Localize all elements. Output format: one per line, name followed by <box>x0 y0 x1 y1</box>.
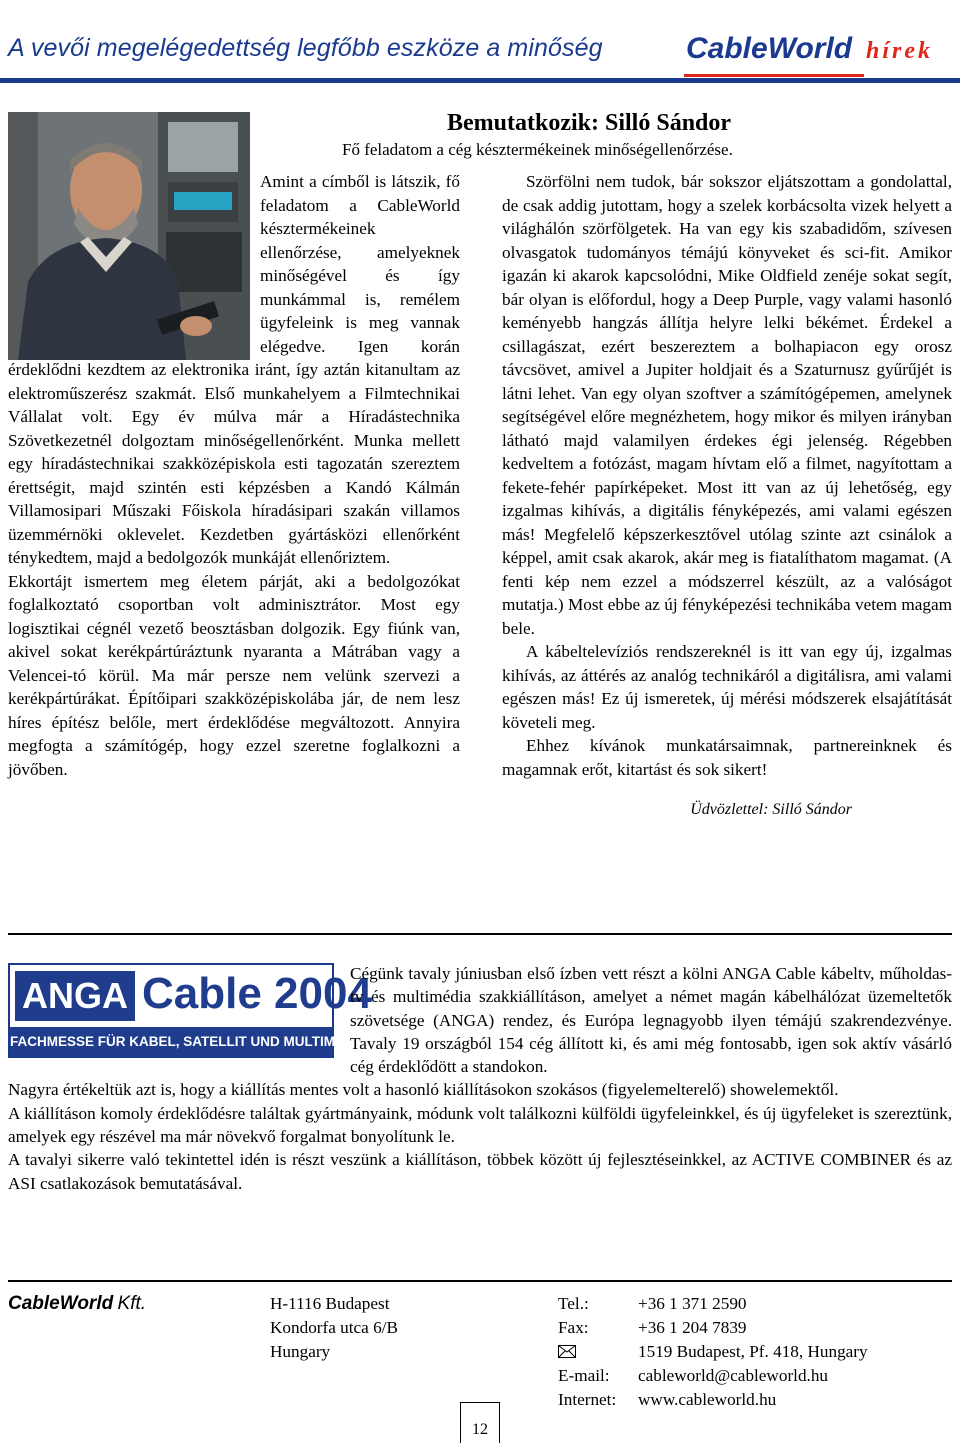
footer-company <box>8 1292 146 1316</box>
page-number-box <box>460 1402 500 1443</box>
right-paragraph: Ehhez kívánok munkatársaimnak, partnereinknek és magamnak erőt, kitartást és sok sikert! <box>502 736 952 779</box>
address-line: H-1116 Budapest <box>270 1294 390 1313</box>
left-paragraph: Ekkortájt ismertem meg életem párját, aki a bedolgozókat foglalkoztató csoportban volt adminisztrátor. Most egy logisztikai cégnél vezető beosztásban dolgozik. Egy fiúnk van, akivel sokat kerékpártúráztunk nyaranta a Mátrában vagy a Velencei-tó körül. Ma már persze nem velünk szervezi a kerékpártúrákat. Építőipari szakközépiskolába jár, de nem lesz híres építész belőle, mert érdeklődése megváltozott. Annyira megfogta a számítógép, hogy ezzel szeretne foglalkozni a jövőben. <box>8 571 460 779</box>
logo-float-spacer <box>8 962 350 1074</box>
brand-suffix: hírek <box>866 38 934 64</box>
signature: Üdvözlettel: Silló Sándor <box>690 801 852 818</box>
contact-website[interactable]: www.cableworld.hu <box>638 1390 777 1409</box>
anga-logo-title: Cable 2004 <box>142 969 372 1018</box>
footer-contact-values <box>638 1292 868 1412</box>
anga-logo-word: ANGA <box>15 971 135 1021</box>
footer-company-name: CableWorld <box>8 1293 114 1314</box>
anga-article <box>8 962 952 1195</box>
footer-address <box>270 1292 398 1364</box>
right-paragraph: Szörfölni nem tudok, bár sokszor eljátszottam a gondolattal, de csak addig jutottam, hogy a szelek korbácsolta vizek helyett a világhálón szörfölgetek. Ha van egy kis szabadidőm, szívesen olvasgatok tudományos témájú könyveket és sci-fit. Amikor igazán ki akarok kapcsolódni, Mike Oldfield zenéje sokat segít, bár olyan is előfordul, hogy a Deep Purple, vagy valami hasonló keményebb hangzás állítja helyre lelki békémet. Érdekel a csillagászat, ezért beszereztem a bolhapiacon egy orosz távcsövet, amivel a Jupiter holdjait és a Szaturnusz gyűrűjét is látni lehet. Van egy olyan szoftver a számítógépemen, amelynek segítségével előre megnézhetem, hogy mikor és milyen irányban látható majd valamilyen érdekes égi jelenség. Régebben kedveltem a fotózást, magam hívtam elő a filmet, nagyítottam a fekete-fehér papírképeket. Most itt van az új lehetőség, egy izgalmas kihívás, a digitális fényképezés, ami valami egészen más! Megfelelő képszerkesztővel utólag szinte azt csinálok a képpel, amit csak akarok, akár meg is fiatalíthatom magamat. (A fenti kép nem ezzel a módszerrel készült, az a valóságot mutatja.) Most ebbe az új fényképezési technikába vetem magam bele. <box>502 172 952 638</box>
contact-label <box>558 1340 616 1364</box>
contact-label: E-mail: <box>558 1366 610 1385</box>
header-rule <box>0 78 960 83</box>
section-divider <box>8 933 952 935</box>
contact-phone: +36 1 371 2590 <box>638 1294 747 1313</box>
anga-paragraph: Nagyra értékeltük azt is, hogy a kiállítás mentes volt a hasonló kiállításokon szokásos (figyelemelterelő) showelemektől. <box>8 1080 839 1100</box>
left-column <box>8 170 460 781</box>
anga-paragraph: Cégünk tavaly júniusban első ízben vett részt a kölni ANGA Cable kábeltv, műholdas-tv és multimédia szakkiállításon, amelyet a német magán kábelhálózat üzemeltetők szövetsége (ANGA) rendez, és Európa legnagyobb ilyen témájú szakrendezvénye. Tavaly 19 országból 154 cég állított ki, és ami még fontosabb, igen sok aktív vásárló cég érdeklődött a standokon. <box>350 964 952 1077</box>
contact-label: Fax: <box>558 1318 589 1337</box>
header-title: A vevői megelégedettség legfőbb eszköze a minőség <box>8 34 603 62</box>
page-footer <box>0 1292 960 1412</box>
header-accent-line <box>684 74 864 77</box>
page-header <box>0 0 960 90</box>
footer-company-suffix: Kft. <box>117 1293 147 1314</box>
right-paragraph: A kábeltelevíziós rendszereknél is itt van egy új, izgalmas kihívás, az áttérés az analóg technikáról a digitálisra, ami valami egészen más! Ez új ismeretek, új mérési módszerek elsajátítását követeli meg. <box>502 642 952 732</box>
article-title: Bemutatkozik: Silló Sándor <box>447 110 732 136</box>
contact-fax: +36 1 204 7839 <box>638 1318 747 1337</box>
footer-contact-labels <box>558 1292 616 1412</box>
contact-email[interactable]: cableworld@cableworld.hu <box>638 1366 829 1385</box>
address-line: Hungary <box>270 1342 331 1361</box>
left-paragraph: Amint a címből is látszik, fő feladatom a CableWorld késztermékeinek ellenőrzése, amelyeknek minőségével és így munkámmal is, remélem ügyfeleink is meg vannak elégedve. Igen korán érdeklődni kezdtem az elektronika iránt, így aztán kitanultam az elektroműszerész szakmát. Első munkahelyem a Filmtechnikai Vállalat volt. Egy év múlva már a Híradástechnika Szövetkezetnél dolgoztam minőségellenőrként. Munka mellett egy híradástechnikai szakközépiskola esti tagozatán szereztem érettségit, majd szintén esti képzésben a Kandó Kálmán Villamosipari Műszaki Főiskola híradásipari szakán villamos üzemmérnöki oklevelet. Kezdetben gyártásközi ellenőrként ténykedtem, majd a bedolgozók munkáját ellenőriztem. <box>8 172 460 567</box>
anga-logo-subtitle: FACHMESSE FÜR KABEL, SATELLIT UND MULTIMEDIA <box>10 1027 332 1056</box>
contact-label: Tel.: <box>558 1294 589 1313</box>
envelope-icon <box>558 1341 576 1354</box>
page-number: 12 <box>472 1421 488 1438</box>
photo-float-spacer <box>8 170 260 358</box>
anga-paragraph: A tavalyi sikerre való tekintettel idén is részt veszünk a kiállításon, többek között új fejlesztéseinkkel, az ACTIVE COMBINER és az ASI csatlakozások bemutatásával. <box>8 1150 952 1193</box>
contact-po-box: 1519 Budapest, Pf. 418, Hungary <box>638 1342 868 1361</box>
right-column <box>502 170 952 822</box>
brand-logo: CableWorld <box>686 32 853 65</box>
address-line: Kondorfa utca 6/B <box>270 1318 398 1337</box>
footer-rule <box>8 1280 952 1282</box>
contact-label: Internet: <box>558 1390 617 1409</box>
article-subtitle: Fő feladatom a cég késztermékeinek minőségellenőrzése. <box>342 140 733 159</box>
anga-paragraph: A kiállításon komoly érdeklődésre találtak gyártmányaink, módunk volt találkozni külföldi ügyfeleinkkel, és új ügyfeleket is szereztünk, amelyek egy részével ma már növekvő forgalmat bonyolítunk le. <box>8 1103 952 1147</box>
